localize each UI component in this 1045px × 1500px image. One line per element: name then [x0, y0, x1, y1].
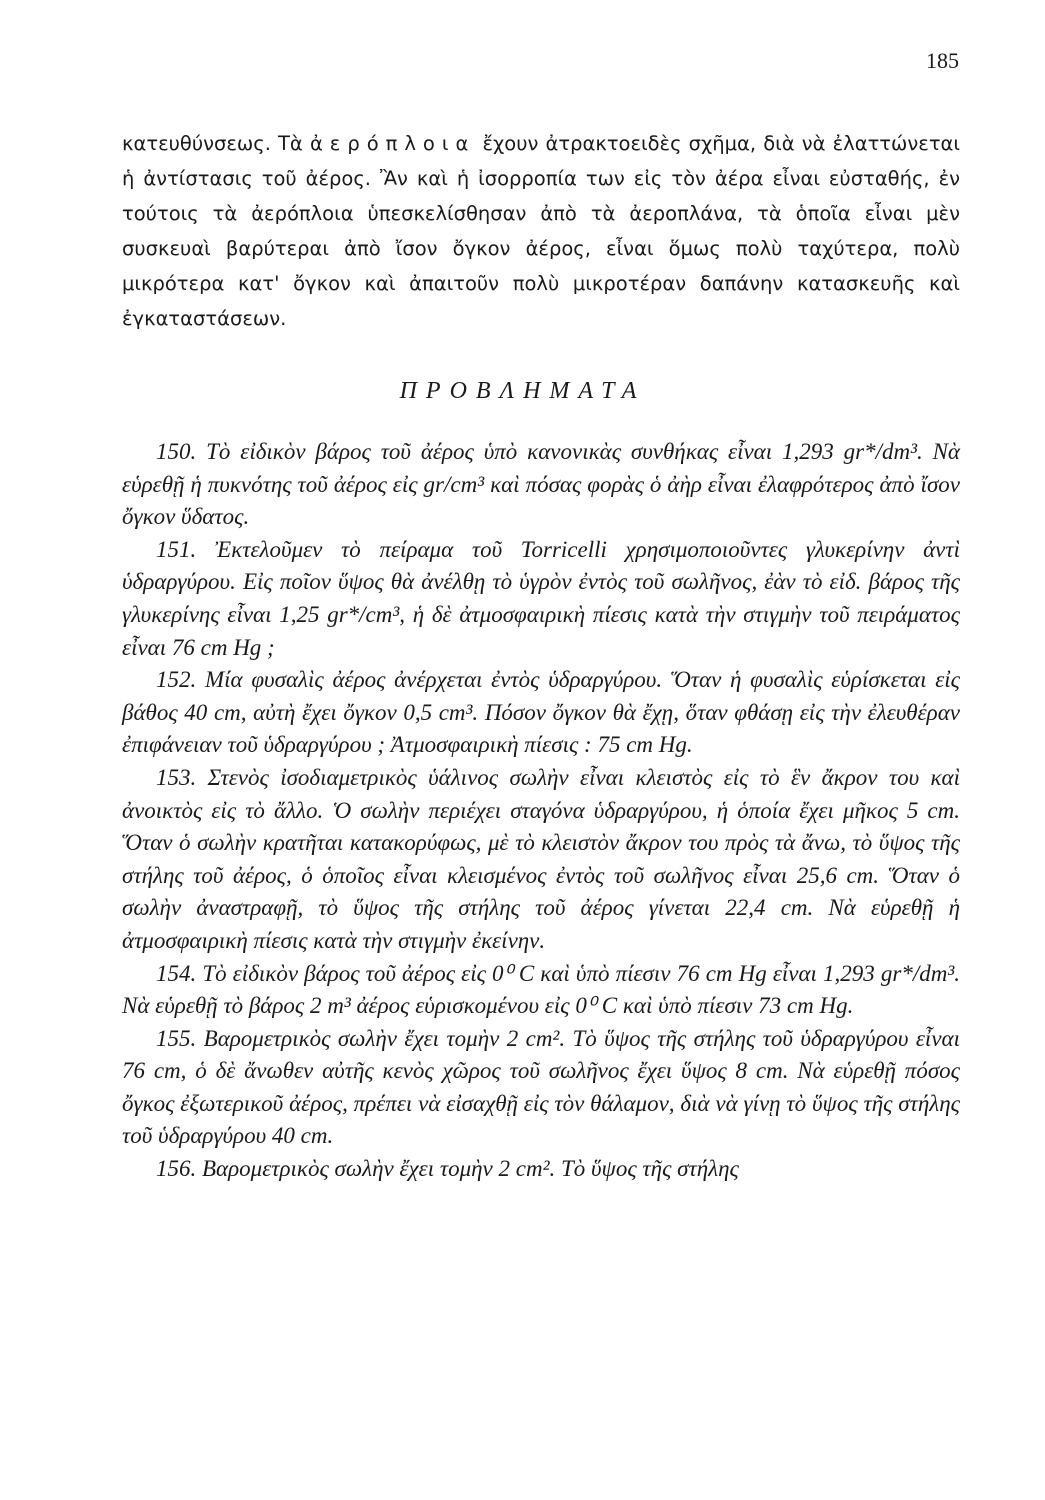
intro-text-start: κατευθύνσεως. Τὰ — [122, 132, 303, 155]
section-title: ΠΡΟΒΛΗΜΑΤΑ — [399, 378, 646, 404]
problem-150: 150. Τὸ εἰδικὸν βάρος τοῦ ἀέρος ὑπὸ κανονικὰς συνθήκας εἶναι 1,293 gr*/dm³. Νὰ εὑρεθῇ ἡ πυκνότης τοῦ ἀέρος εἰς gr/cm³ καὶ πόσας φορὰς ὁ ἀὴρ εἶναι ἐλαφρότερος ἀπὸ ἴσον ὄγκον ὕδατος. — [122, 439, 960, 530]
problems-list — [122, 436, 960, 1186]
intro-spaced-word: ἀερόπλοια — [309, 132, 476, 155]
problem-154: 154. Τὸ εἰδικὸν βάρος τοῦ ἀέρος εἰς 0⁰ C καὶ ὑπὸ πίεσιν 76 cm Hg εἶναι 1,293 gr*/dm³. Νὰ εὑρεθῇ τὸ βάρος 2 m³ ἀέρος εὑρισκομένου εἰς 0⁰ C καὶ ὑπὸ πίεσιν 73 cm Hg. — [122, 960, 960, 1019]
problem-156: 156. Βαρομετρικὸς σωλὴν ἔχει τομὴν 2 cm². Τὸ ὕψος τῆς στήλης — [156, 1156, 739, 1182]
problem-152-continuation: Ἀτμοσφαιρικὴ πίεσις : 75 cm Hg. — [390, 732, 693, 758]
problem-155: 155. Βαρομετρικὸς σωλὴν ἔχει τομὴν 2 cm². Τὸ ὕψος τῆς στήλης τοῦ ὑδραργύρου εἶναι 76 cm, ὁ δὲ ἄνωθεν αὐτῆς κενὸς χῶρος τοῦ σωλῆνος ἔχει ὕψος 8 cm. Νὰ εὑρεθῇ πόσος ὄγκος ἐξωτερικοῦ ἀέρος, πρέπει νὰ εἰσαχθῇ εἰς τὸν θάλαμον, διὰ νὰ γίνῃ τὸ ὕψος τῆς στήλης τοῦ ὑδραργύρου 40 cm. — [122, 1025, 960, 1149]
intro-text-rest: ἔχουν ἀτρακτοειδὲς σχῆμα, διὰ νὰ ἐλαττώνεται ἡ ἀντίστασις τοῦ ἀέρος. Ἂν καὶ ἡ ἰσορροπία των εἰς τὸν ἀέρα εἶναι εὐσταθής, ἐν τούτοις τὰ ἀερόπλοια ὑπεσκελίσθησαν ἀπὸ τὰ ἀεροπλάνα, τὰ ὁποῖα εἶναι μὲν συσκευαὶ βαρύτεραι ἀπὸ ἴσον ὄγκον ἀέρος, εἶναι ὅμως πολὺ ταχύτερα, πολὺ μικρότερα κατ' ὄγκον καὶ ἀπαιτοῦν πολὺ μικροτέραν δαπάνην κατασκευῆς καὶ ἐγκαταστάσεων. — [122, 132, 961, 330]
intro-paragraph — [122, 126, 960, 336]
problem-152-text: 152. Μία φυσαλὶς ἀέρος ἀνέρχεται ἐντὸς ὑδραργύρου. Ὅταν ἡ φυσαλὶς εὑρίσκεται εἰς βάθος 40 cm, αὐτὴ ἔχει ὄγκον 0,5 cm³. Πόσον ὄγκον θὰ ἔχῃ, ὅταν φθάσῃ εἰς τὴν ἐλευθέραν ἐπιφάνειαν τοῦ ὑδραργύρου ; — [122, 667, 960, 758]
problem-151: 151. Ἐκτελοῦμεν τὸ πείραμα τοῦ Torricelli χρησιμοποιοῦντες γλυκερίνην ἀντὶ ὑδραργύρου. Εἰς ποῖον ὕψος θὰ ἀνέλθῃ τὸ ὑγρὸν ἐντὸς τοῦ σωλῆνος, ἐὰν τὸ εἰδ. βάρος τῆς γλυκερίνης εἶναι 1,25 gr*/cm³, ἡ δὲ ἀτμοσφαιρικὴ πίεσις κατὰ τὴν στιγμὴν τοῦ πειράματος εἶναι 76 cm Hg ; — [122, 536, 960, 660]
problem-153: 153. Στενὸς ἰσοδιαμετρικὸς ὑάλινος σωλὴν εἶναι κλειστὸς εἰς τὸ ἓν ἄκρον του καὶ ἀνοικτὸς εἰς τὸ ἄλλο. Ὁ σωλὴν περιέχει σταγόνα ὑδραργύρου, ἡ ὁποία ἔχει μῆκος 5 cm. Ὅταν ὁ σωλὴν κρατῆται κατακορύφως, μὲ τὸ κλειστὸν ἄκρον του πρὸς τὰ ἄνω, τὸ ὕψος τῆς στήλης τοῦ ἀέρος, ὁ ὁποῖος εἶναι κλεισμένος ἐντὸς τοῦ σωλῆνος εἶναι 25,6 cm. Ὅταν ὁ σωλὴν ἀναστραφῇ, τὸ ὕψος τῆς στήλης τοῦ ἀέρος γίνεται 22,4 cm. Νὰ εὑρεθῇ ἡ ἀτμοσφαιρικὴ πίεσις κατὰ τὴν στιγμὴν ἐκείνην. — [122, 764, 960, 953]
page-number: 185 — [926, 48, 959, 73]
problem-152 — [122, 664, 960, 762]
